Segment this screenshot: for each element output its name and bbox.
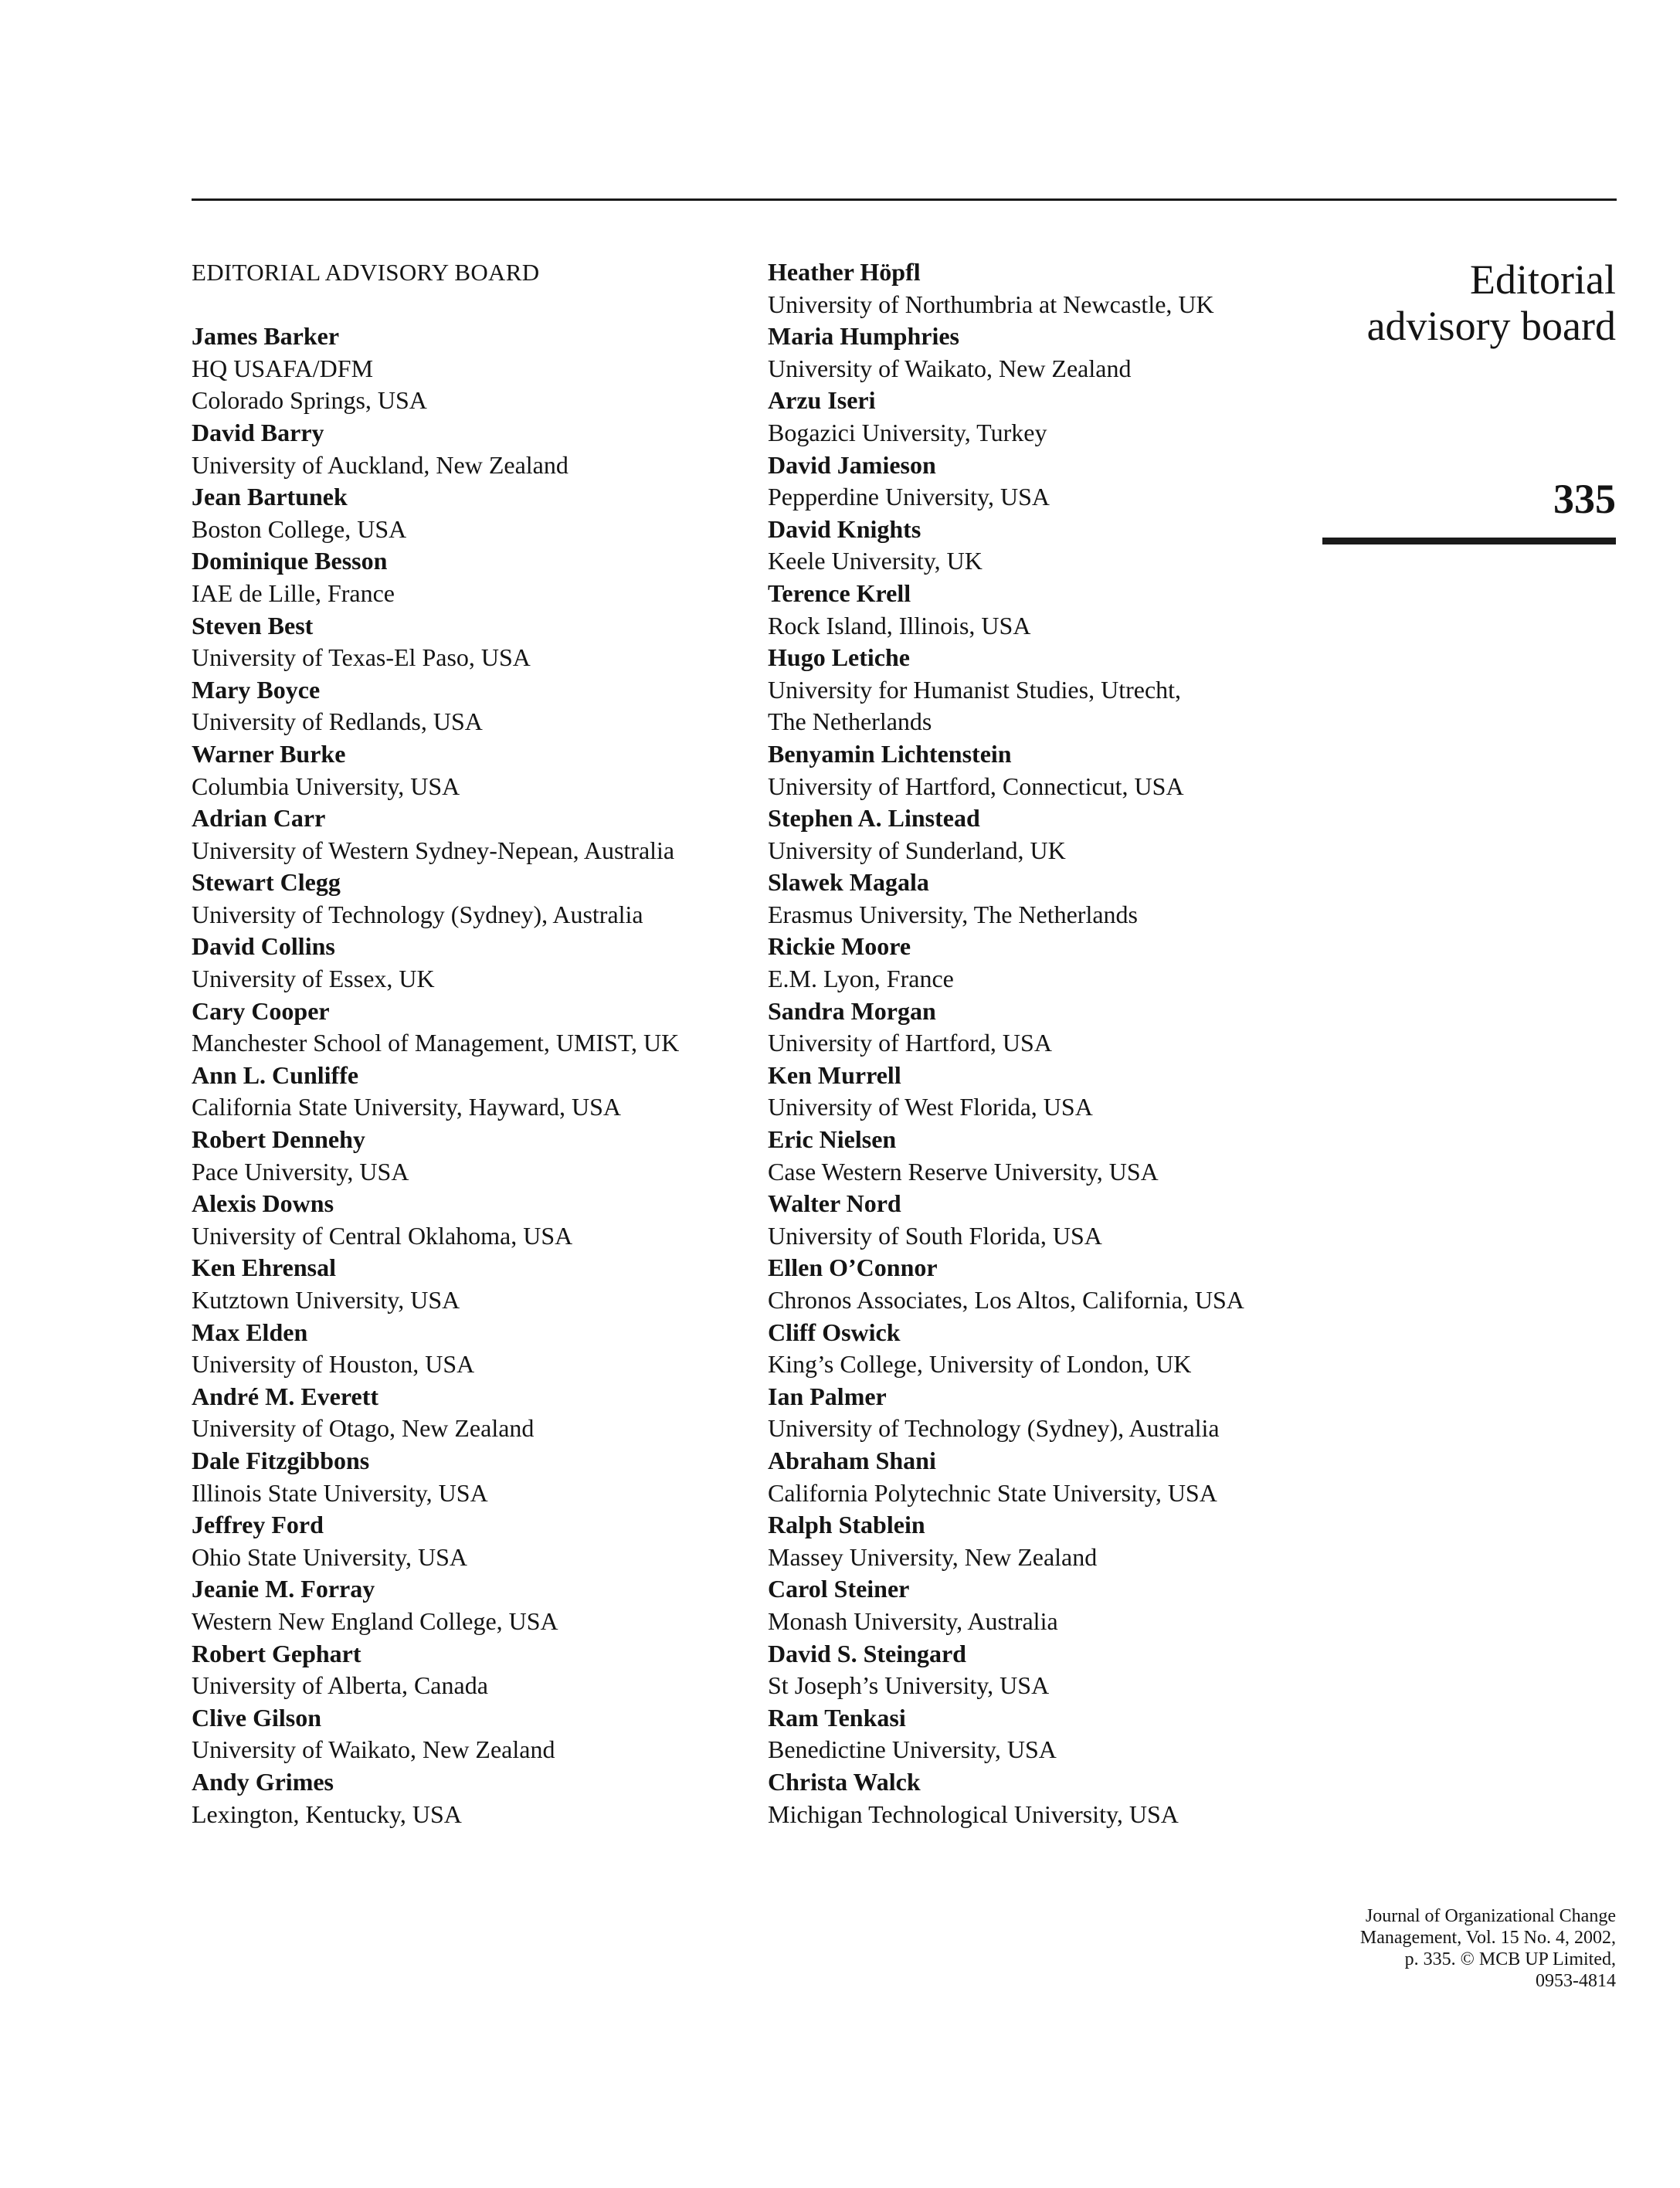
member-affiliation: Monash University, Australia <box>768 1606 1058 1635</box>
board-member <box>768 1509 1324 1573</box>
top-rule <box>192 198 1617 201</box>
member-name: Christa Walck <box>768 1767 921 1796</box>
member-name: Cary Cooper <box>192 996 330 1025</box>
member-affiliation: E.M. Lyon, France <box>768 965 954 993</box>
page-title-line-2: advisory board <box>1366 303 1616 349</box>
member-affiliation: Illinois State University, USA <box>192 1478 488 1507</box>
board-member <box>192 931 732 995</box>
member-affiliation: California State University, Hayward, USA <box>192 1093 622 1121</box>
board-member <box>192 1638 732 1702</box>
member-affiliation: University of Western Sydney-Nepean, Australia <box>192 836 675 864</box>
board-member <box>768 1766 1324 1830</box>
member-affiliation: University of Hartford, Connecticut, USA <box>768 772 1184 800</box>
member-affiliation: Pepperdine University, USA <box>768 483 1050 511</box>
member-affiliation: Manchester School of Management, UMIST, UK <box>192 1029 680 1057</box>
member-name: Ram Tenkasi <box>768 1703 906 1732</box>
member-name: Ian Palmer <box>768 1382 887 1410</box>
member-affiliation: University of West Florida, USA <box>768 1093 1093 1121</box>
journal-citation-line: Journal of Organizational Change <box>1365 1906 1616 1926</box>
board-member <box>192 1381 732 1445</box>
board-member <box>768 1702 1324 1766</box>
board-member <box>192 1702 732 1766</box>
member-affiliation: University of Waikato, New Zealand <box>768 354 1132 382</box>
member-name: Ellen O’Connor <box>768 1253 938 1282</box>
member-affiliation: Lexington, Kentucky, USA <box>192 1800 462 1828</box>
member-name: Benyamin Lichtenstein <box>768 739 1012 768</box>
member-affiliation: Pace University, USA <box>192 1157 409 1186</box>
member-name: Dominique Besson <box>192 547 388 575</box>
board-member <box>768 321 1324 385</box>
member-affiliation: Columbia University, USA <box>192 772 460 800</box>
member-name: Clive Gilson <box>192 1703 322 1732</box>
board-member <box>768 1188 1324 1252</box>
page-title <box>1367 256 1616 349</box>
member-name: Jeffrey Ford <box>192 1511 324 1539</box>
member-name: Robert Gephart <box>192 1639 361 1667</box>
member-affiliation: Keele University, UK <box>768 547 983 575</box>
member-affiliation: Boston College, USA <box>192 514 407 543</box>
member-name: Jeanie M. Forray <box>192 1575 375 1603</box>
member-name: Arzu Iseri <box>768 386 876 415</box>
board-member <box>768 1317 1324 1381</box>
member-name: Max Elden <box>192 1318 308 1346</box>
middle-member-list <box>768 256 1324 1830</box>
member-name: Slawek Magala <box>768 868 929 897</box>
member-name: Alexis Downs <box>192 1189 334 1218</box>
member-name: James Barker <box>192 322 340 351</box>
member-name: Adrian Carr <box>192 804 326 833</box>
board-member <box>192 1060 732 1124</box>
member-name: David S. Steingard <box>768 1639 966 1667</box>
left-column <box>192 256 732 1830</box>
journal-citation-line: Management, Vol. 15 No. 4, 2002, <box>1359 1928 1616 1948</box>
board-member <box>768 514 1324 578</box>
member-affiliation: IAE de Lille, France <box>192 578 395 607</box>
member-name: Warner Burke <box>192 739 346 768</box>
board-member <box>192 1509 732 1573</box>
board-member <box>192 1317 732 1381</box>
board-member <box>768 1381 1324 1445</box>
member-name: Ralph Stablein <box>768 1511 925 1539</box>
board-member <box>192 1766 732 1830</box>
member-affiliation: Benedictine University, USA <box>768 1735 1057 1764</box>
board-member <box>192 1252 732 1316</box>
board-member <box>192 1188 732 1252</box>
board-member <box>768 1573 1324 1637</box>
member-affiliation: St Joseph’s University, USA <box>768 1671 1050 1700</box>
board-member <box>768 578 1324 642</box>
member-name: Steven Best <box>192 611 314 639</box>
member-name: Cliff Oswick <box>768 1318 901 1346</box>
board-member <box>768 738 1324 802</box>
member-affiliation: Case Western Reserve University, USA <box>768 1157 1159 1186</box>
board-member <box>768 867 1324 931</box>
member-name: Jean Bartunek <box>192 483 348 511</box>
member-affiliation: University of Technology (Sydney), Australia <box>768 1414 1220 1443</box>
member-name: Eric Nielsen <box>768 1125 897 1154</box>
member-name: André M. Everett <box>192 1382 378 1410</box>
member-affiliation: University of Technology (Sydney), Australia <box>192 900 643 928</box>
member-affiliation: Erasmus University, The Netherlands <box>768 900 1138 928</box>
member-affiliation: University of Hartford, USA <box>768 1029 1052 1057</box>
member-name: Stephen A. Linstead <box>768 804 980 833</box>
board-member <box>192 1124 732 1188</box>
page-number: 335 <box>1553 476 1616 522</box>
member-name: Terence Krell <box>768 578 911 607</box>
board-member <box>192 802 732 867</box>
board-member <box>192 481 732 545</box>
member-name: David Barry <box>192 418 324 446</box>
member-name: Sandra Morgan <box>768 996 936 1025</box>
board-member <box>768 931 1324 995</box>
board-member <box>192 1573 732 1637</box>
member-affiliation: Western New England College, USA <box>192 1606 558 1635</box>
member-affiliation: Bogazici University, Turkey <box>768 418 1047 446</box>
member-affiliation: University of Alberta, Canada <box>192 1671 488 1700</box>
member-name: Hugo Letiche <box>768 643 910 672</box>
member-affiliation: Chronos Associates, Los Altos, California, USA <box>768 1286 1244 1314</box>
board-member <box>768 996 1324 1060</box>
member-affiliation: King’s College, University of London, UK <box>768 1350 1192 1379</box>
board-member <box>192 674 732 738</box>
member-name: Carol Steiner <box>768 1575 910 1603</box>
middle-column <box>768 256 1324 1830</box>
member-affiliation: Michigan Technological University, USA <box>768 1800 1179 1828</box>
board-member <box>192 545 732 609</box>
member-name: Maria Humphries <box>768 322 959 351</box>
board-member <box>768 256 1324 321</box>
side-rule <box>1322 538 1616 544</box>
journal-citation <box>1291 1905 1616 1992</box>
board-member <box>768 385 1324 449</box>
member-name: Ann L. Cunliffe <box>192 1060 359 1089</box>
page-title-line-1: Editorial <box>1470 256 1616 303</box>
journal-citation-line: p. 335. © MCB UP Limited, <box>1404 1949 1616 1969</box>
board-member <box>768 1445 1324 1509</box>
board-member <box>192 1445 732 1509</box>
member-name: David Knights <box>768 514 921 543</box>
board-member <box>768 1252 1324 1316</box>
member-affiliation: Rock Island, Illinois, USA <box>768 611 1031 639</box>
section-heading: EDITORIAL ADVISORY BOARD <box>192 259 540 286</box>
board-member <box>192 321 732 417</box>
member-name: Stewart Clegg <box>192 868 341 897</box>
member-name: Dale Fitzgibbons <box>192 1446 370 1474</box>
member-affiliation: California Polytechnic State University, USA <box>768 1478 1217 1507</box>
board-member <box>768 449 1324 514</box>
board-member <box>768 1060 1324 1124</box>
board-member <box>768 642 1324 738</box>
member-affiliation: University for Humanist Studies, Utrecht, <box>768 675 1182 704</box>
member-affiliation: Colorado Springs, USA <box>192 386 427 415</box>
board-member <box>192 867 732 931</box>
member-affiliation: University of Central Oklahoma, USA <box>192 1221 573 1250</box>
member-affiliation: University of Houston, USA <box>192 1350 475 1379</box>
journal-citation-line: 0953-4814 <box>1536 1971 1616 1991</box>
member-affiliation: HQ USAFA/DFM <box>192 354 374 382</box>
member-affiliation: University of Auckland, New Zealand <box>192 450 568 479</box>
member-affiliation: University of Essex, UK <box>192 965 435 993</box>
member-name: Walter Nord <box>768 1189 901 1218</box>
board-member <box>768 802 1324 867</box>
member-name: David Collins <box>192 932 335 961</box>
member-affiliation: Massey University, New Zealand <box>768 1542 1098 1571</box>
board-member <box>768 1638 1324 1702</box>
board-member <box>768 1124 1324 1188</box>
member-name: Abraham Shani <box>768 1446 936 1474</box>
board-member <box>192 417 732 481</box>
member-affiliation: University of Waikato, New Zealand <box>192 1735 555 1764</box>
member-affiliation: University of Texas-El Paso, USA <box>192 643 531 672</box>
member-affiliation: University of Redlands, USA <box>192 707 483 736</box>
member-affiliation: The Netherlands <box>768 707 932 736</box>
member-name: David Jamieson <box>768 450 936 479</box>
board-member <box>192 996 732 1060</box>
member-affiliation: University of Otago, New Zealand <box>192 1414 535 1443</box>
member-name: Mary Boyce <box>192 675 321 704</box>
board-member <box>192 738 732 802</box>
member-name: Ken Ehrensal <box>192 1253 336 1282</box>
member-name: Rickie Moore <box>768 932 911 961</box>
left-member-list <box>192 321 732 1830</box>
member-affiliation: Ohio State University, USA <box>192 1542 468 1571</box>
member-name: Robert Dennehy <box>192 1125 365 1154</box>
member-affiliation: Kutztown University, USA <box>192 1286 460 1314</box>
board-member <box>192 610 732 674</box>
member-name: Ken Murrell <box>768 1060 901 1089</box>
member-name: Andy Grimes <box>192 1767 334 1796</box>
member-affiliation: University of Northumbria at Newcastle, UK <box>768 290 1214 318</box>
member-affiliation: University of South Florida, USA <box>768 1221 1102 1250</box>
member-name: Heather Höpfl <box>768 258 921 286</box>
member-affiliation: University of Sunderland, UK <box>768 836 1066 864</box>
